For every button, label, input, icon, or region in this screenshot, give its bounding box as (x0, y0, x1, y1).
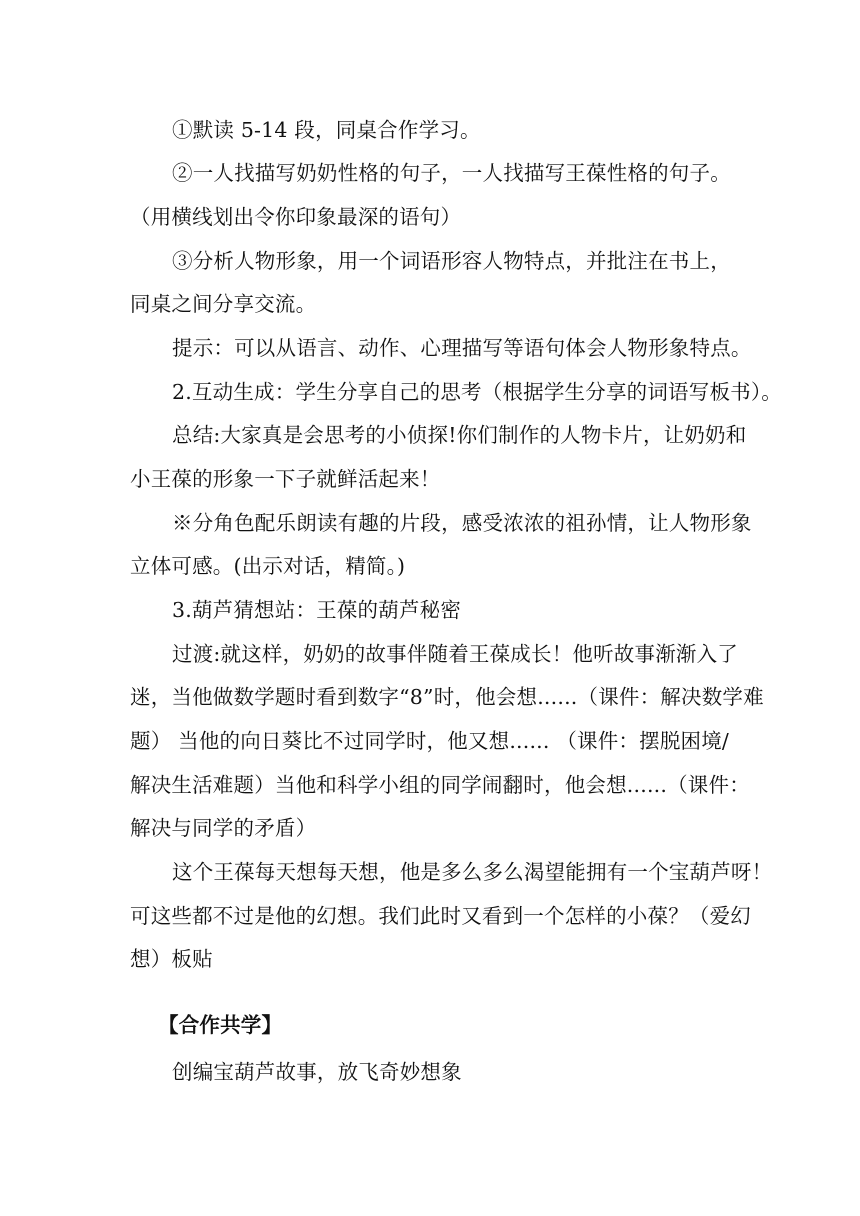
paragraph-step-3-cont: 同桌之间分享交流。 (130, 292, 317, 316)
paragraph-reading: ※分角色配乐朗读有趣的片段，感受浓浓的祖孙情，让人物形象 (172, 511, 752, 535)
paragraph-fantasy-cont-1: 可这些都不过是他的幻想。我们此时又看到一个怎样的小葆？（爱幻 (130, 904, 751, 928)
paragraph-step-2-cont: （用横线划出令你印象最深的语句） (130, 205, 462, 229)
paragraph-transition-cont-4: 解决与同学的矛盾） (130, 816, 317, 840)
paragraph-fantasy: 这个王葆每天想每天想，他是多么多么渴望能拥有一个宝葫芦呀！ (172, 860, 773, 884)
section-heading-cooperative-learning: 【合作共学】 (158, 1013, 283, 1037)
paragraph-transition-cont-1: 迷，当他做数学题时看到数字“8”时，他会想......（课件：解决数学难 (130, 685, 764, 709)
paragraph-interaction: 2.互动生成：学生分享自己的思考（根据学生分享的词语写板书）。 (172, 380, 783, 404)
paragraph-transition-cont-3: 解决生活难题）当他和科学小组的同学闹翻时，他会想......（课件： (130, 773, 750, 797)
paragraph-step-2: ②一人找描写奶奶性格的句子，一人找描写王葆性格的句子。 (172, 161, 731, 185)
paragraph-transition-cont-2: 题） 当他的向日葵比不过同学时，他又想...... （课件：摆脱困境/ (130, 729, 730, 753)
paragraph-create-story: 创编宝葫芦故事，放飞奇妙想象 (172, 1060, 462, 1084)
paragraph-step-3: ③分析人物形象，用一个词语形容人物特点，并批注在书上， (172, 249, 731, 273)
paragraph-hint: 提示：可以从语言、动作、心理描写等语句体会人物形象特点。 (172, 336, 752, 360)
paragraph-summary-cont: 小王葆的形象一下子就鲜活起来！ (130, 467, 441, 491)
paragraph-summary: 总结:大家真是会思考的小侦探!你们制作的人物卡片，让奶奶和 (172, 423, 747, 447)
paragraph-transition: 过渡:就这样，奶奶的故事伴随着王葆成长！他听故事渐渐入了 (172, 642, 739, 666)
paragraph-guess-station: 3.葫芦猜想站：王葆的葫芦秘密 (172, 598, 462, 622)
paragraph-fantasy-cont-2: 想）板贴 (130, 947, 213, 971)
paragraph-reading-cont: 立体可感。(出示对话，精简。) (130, 554, 406, 578)
paragraph-step-1: ①默读 5-14 段，同桌合作学习。 (172, 118, 481, 142)
